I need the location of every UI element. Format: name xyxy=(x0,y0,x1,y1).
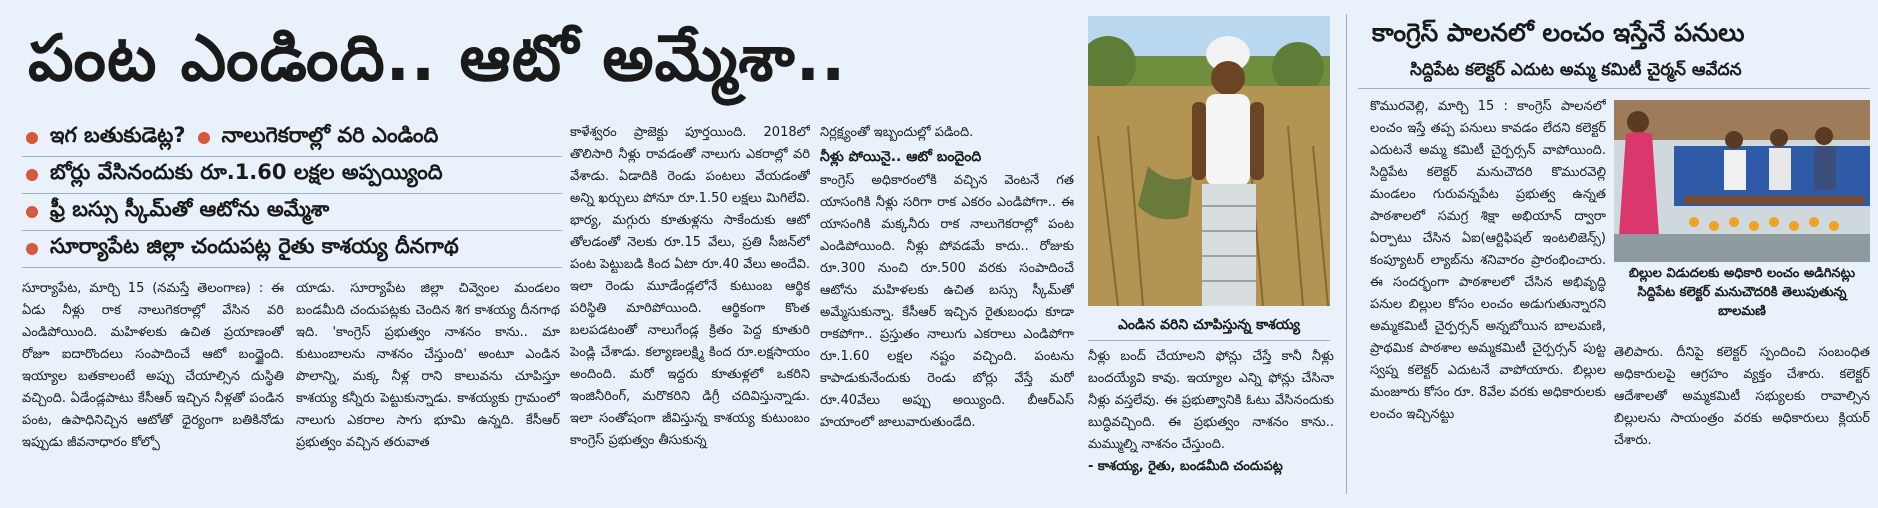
quote-byline: - కాశయ్య, రైతు, బండమీది చందుపట్ల xyxy=(1088,459,1283,474)
bullet-dot-icon xyxy=(198,132,210,144)
right-article-subtitle: సిద్దిపేట కలెక్టర్ ఎదుట అమ్మ కమిటీ చైర్మన్ ఆవేదన xyxy=(1410,60,1742,80)
body-text: నిర్లక్ష్యంతో ఇబ్బందుల్లో పడింది. xyxy=(820,125,974,140)
section-subheading: నీళ్లు పోయినై.. ఆటో బందైంది xyxy=(820,149,982,165)
bullet-row xyxy=(22,157,562,194)
page-title: పంట ఎండింది.. ఆటో అమ్మేశా.. xyxy=(28,22,847,96)
bullet-dot-icon xyxy=(26,206,38,218)
article-column-5 xyxy=(1088,346,1334,496)
photo-caption: బిల్లుల విడుదలకు అధికారి లంచం అడిగినట్లు సిద్దిపేట కలెక్టర్ మనుచౌదరికి తెలుపుతున్న బాలమణి xyxy=(1628,266,1856,319)
article-column-4 xyxy=(820,122,1074,496)
bullet-text: నాలుగెకరాల్లో వరి ఎండింది xyxy=(221,123,439,147)
divider-line xyxy=(1358,88,1870,89)
collector-meeting-image xyxy=(1614,100,1870,262)
body-text: కాంగ్రెస్ అధికారంలోకి వచ్చిన వెంటనే గత యాసంగికి నీళ్లు సరిగా రాక ఎకరం ఎండిపోగా.. ఈ యాసంగికి మక్కనీరు రాక నాలుగెకరాల్లో పంట ఎండిపోయింది. నీళ్లు పోవడమే కాదు.. రోజుకు రూ.300 నుంచి రూ.500 వరకు సంపాదించే ఆటోను మహిళలకు ఉచిత బస్సు స్కీమ్‌తో అమ్మేసుకున్నా. కేసీఆర్ ఇచ్చిన రైతుబంధు కూడా రాకపోగా.. ప్రస్తుతం నాలుగు ఎకరాలు ఎండిపోగా రూ.1.60 లక్షల నష్టం వచ్చింది. పంటను కాపాడుకునేందుకు రెండు బోర్లు వేస్తే మరో రూ.40వేలు అప్పు అయ్యింది. బీఆర్ఎస్ హయాంలో జాలువారుతుండేది. xyxy=(820,173,1074,430)
right-article-title: కాంగ్రెస్ పాలనలో లంచం ఇస్తేనే పనులు xyxy=(1372,18,1745,47)
bullet-row xyxy=(22,194,562,231)
bullet-text: ఇగ బతుకుడెట్ల? xyxy=(50,123,186,147)
article-column-1 xyxy=(22,278,284,496)
article-column-2 xyxy=(296,278,560,496)
bullet-text: బోర్లు వేసినందుకు రూ.1.60 లక్షల అప్పయ్యింది xyxy=(50,160,443,184)
body-text: కొమురవెల్లి, మార్చి 15 : కాంగ్రెస్ పాలనలో లంచం ఇస్తే తప్ప పనులు కావడం లేదని కలెక్టర్ ఎదుటనే అమ్మ కమిటీ చైర్పర్సన్ వాపోయింది. సిద్దిపేట కలెక్టర్ మనుచౌదరి కొమురవెల్లి మండలం గురువన్నపేట ప్రభుత్వ ఉన్నత పాఠశాలలో సమగ్ర శిక్షా అభియాన్ ద్వారా ఏర్పాటు చేసిన ఏఐ(ఆర్టిఫిషల్ ఇంటలిజెన్స్) కంప్యూటర్ ల్యాబ్‌ను శనివారం ప్రారంభించారు. ఈ సందర్భంగా పాఠశాలలో చేసిన అభివృద్ధి పనుల బిల్లుల కోసం లంచం అడుగుతున్నారని అమ్మకమిటీ చైర్పర్సన్ అన్నబోయిన బాలమణి, ప్రాథమిక పాఠశాల అమ్మకమిటీ చైర్పర్సన్ పుట్ట స్వప్న కలెక్టర్ ఎదుటనే వాపోయారు. బిల్లుల మంజూరు కోసం రూ. 8వేల వరకు అధికారులకు లంచం ఇచ్చినట్టు xyxy=(1370,99,1606,422)
body-text: సూర్యాపేట, మార్చి 15 (నమస్తే తెలంగాణ) : ఈ ఏడు నీళ్లు రాక నాలుగెకరాల్లో వేసిన వరి ఎండిపోయింది. మహిళలకు ఉచిత ప్రయాణంతో రోజూ ఐదారొందలు సంపాదించే ఆటో బంద్జైంది. ఇయ్యాల బతకాలంటే అప్పు చేయాల్సిన దుస్థితి వచ్చింది. ఏడేండ్లపాటు కేసీఆర్ ఇచ్చిన నీళ్లతో పండిన పంట, ఉపాధినిచ్చిన ఆటోతో ధైర్యంగా బతికినోడు ఇప్పుడు జీవనాధారం కోల్పో xyxy=(22,281,284,450)
bullet-dot-icon xyxy=(26,132,38,144)
article-column-3 xyxy=(570,122,810,496)
body-text: తెలిపారు. దీనిపై కలెక్టర్ స్పందించి సంబంధిత అధికారులపై ఆగ్రహం వ్యక్తం చేశారు. కలెక్టర్ ఆదేశాలతో అమ్మకమిటీ సభ్యులకు రావాల్సిన బిల్లులను సాయంత్రం వరకు అధికారులు క్లియర్ చేశారు. xyxy=(1614,345,1870,448)
column-divider xyxy=(1346,14,1347,494)
bullet-dot-icon xyxy=(26,243,38,255)
photo-caption: ఎండిన వరిని చూపిస్తున్న కాశయ్య xyxy=(1088,310,1330,341)
body-text: యాడు. సూర్యాపేట జిల్లా చివ్వెంల మండలం బండమీది చందుపట్లకు చెందిన శిగ కాశయ్య దీనగాథ ఇది. 'కాంగ్రెస్ ప్రభుత్వం నాశనం కాను.. మా కుటుంబాలను నాశనం చేస్తుంది' అంటూ ఎండిన పొలాన్ని, మక్క నీళ్ల రాని కాలువను చూపిస్తూ కాశయ్య కన్నీరు పెట్టుకున్నాడు. కాశయ్యకు గ్రామంలో నాలుగు ఎకరాల సాగు భూమి ఉన్నది. కేసీఆర్ ప్రభుత్వం వచ్చిన తరువాత xyxy=(296,281,560,450)
farmer-photo xyxy=(1088,16,1330,306)
bullet-dot-icon xyxy=(26,169,38,181)
school-event-photo xyxy=(1614,100,1870,262)
article-column-7 xyxy=(1614,342,1870,496)
farmer-in-field-image xyxy=(1088,16,1330,306)
highlight-bullets xyxy=(22,120,562,268)
body-text: కాళేశ్వరం ప్రాజెక్టు పూర్తయింది. 2018లో తొలిసారి నీళ్లు రావడంతో నాలుగు ఎకరాల్లో వరి వేశాడు. ఏడాదికి రెండు పంటలు వేయడంతో అన్ని ఖర్చులు పోనూ రూ.1.50 లక్షలు మిగిలేవి. భార్య, మగ్గురు కూతుళ్లను సాకేందుకు ఆటో తోలడంతో నెలకు రూ.15 వేలు, ప్రతి సీజన్‌లో పంట పెట్టుబడి కింద ఏటా రూ.40 వేలు అందేవి. ఇలా రెండు మూడేండ్లలోనే కుటుంబ ఆర్థిక పరిస్థితి మారిపోయింది. ఆర్థికంగా కొంత బలపడటంతో నాలుగేండ్ల క్రితం పెద్ద కూతురి పెండ్లి చేశాడు. కల్యాణలక్ష్మి కింద రూ.లక్షసాయం అందింది. మరో ఇద్దరు కూతుళ్లలో ఒకరిని ఇంజినీరింగ్, మరొకరిని డిగ్రీ చదివిస్తున్నాడు. ఇలా సంతోషంగా జీవిస్తున్న కాశయ్య కుటుంబం కాంగ్రెస్ ప్రభుత్వం తీసుకున్న xyxy=(570,125,810,448)
body-text: నీళ్లు బంద్ చేయాలని ఫోన్లు చేస్తే కానీ నీళ్లు బందయ్యేవి కావు. ఇయ్యాల ఎన్ని ఫోన్లు చేసినా నీళ్లు వస్తలేవు. ఈ ప్రభుత్వానికి ఓటు వేసినందుకు బుద్ధివచ్చింది. ఈ ప్రభుత్వం నాశనం కాను.. మమ్ముల్ని నాశనం చేస్తుంది. xyxy=(1088,349,1334,452)
bullet-row xyxy=(22,231,562,268)
bullet-text: సూర్యాపేట జిల్లా చందుపట్ల రైతు కాశయ్య దీనగాథ xyxy=(50,234,459,258)
article-column-6 xyxy=(1370,96,1606,496)
bullet-row xyxy=(22,120,562,157)
bullet-text: ఫ్రీ బస్సు స్కీమ్‌తో ఆటోను అమ్మేశా xyxy=(50,197,330,221)
